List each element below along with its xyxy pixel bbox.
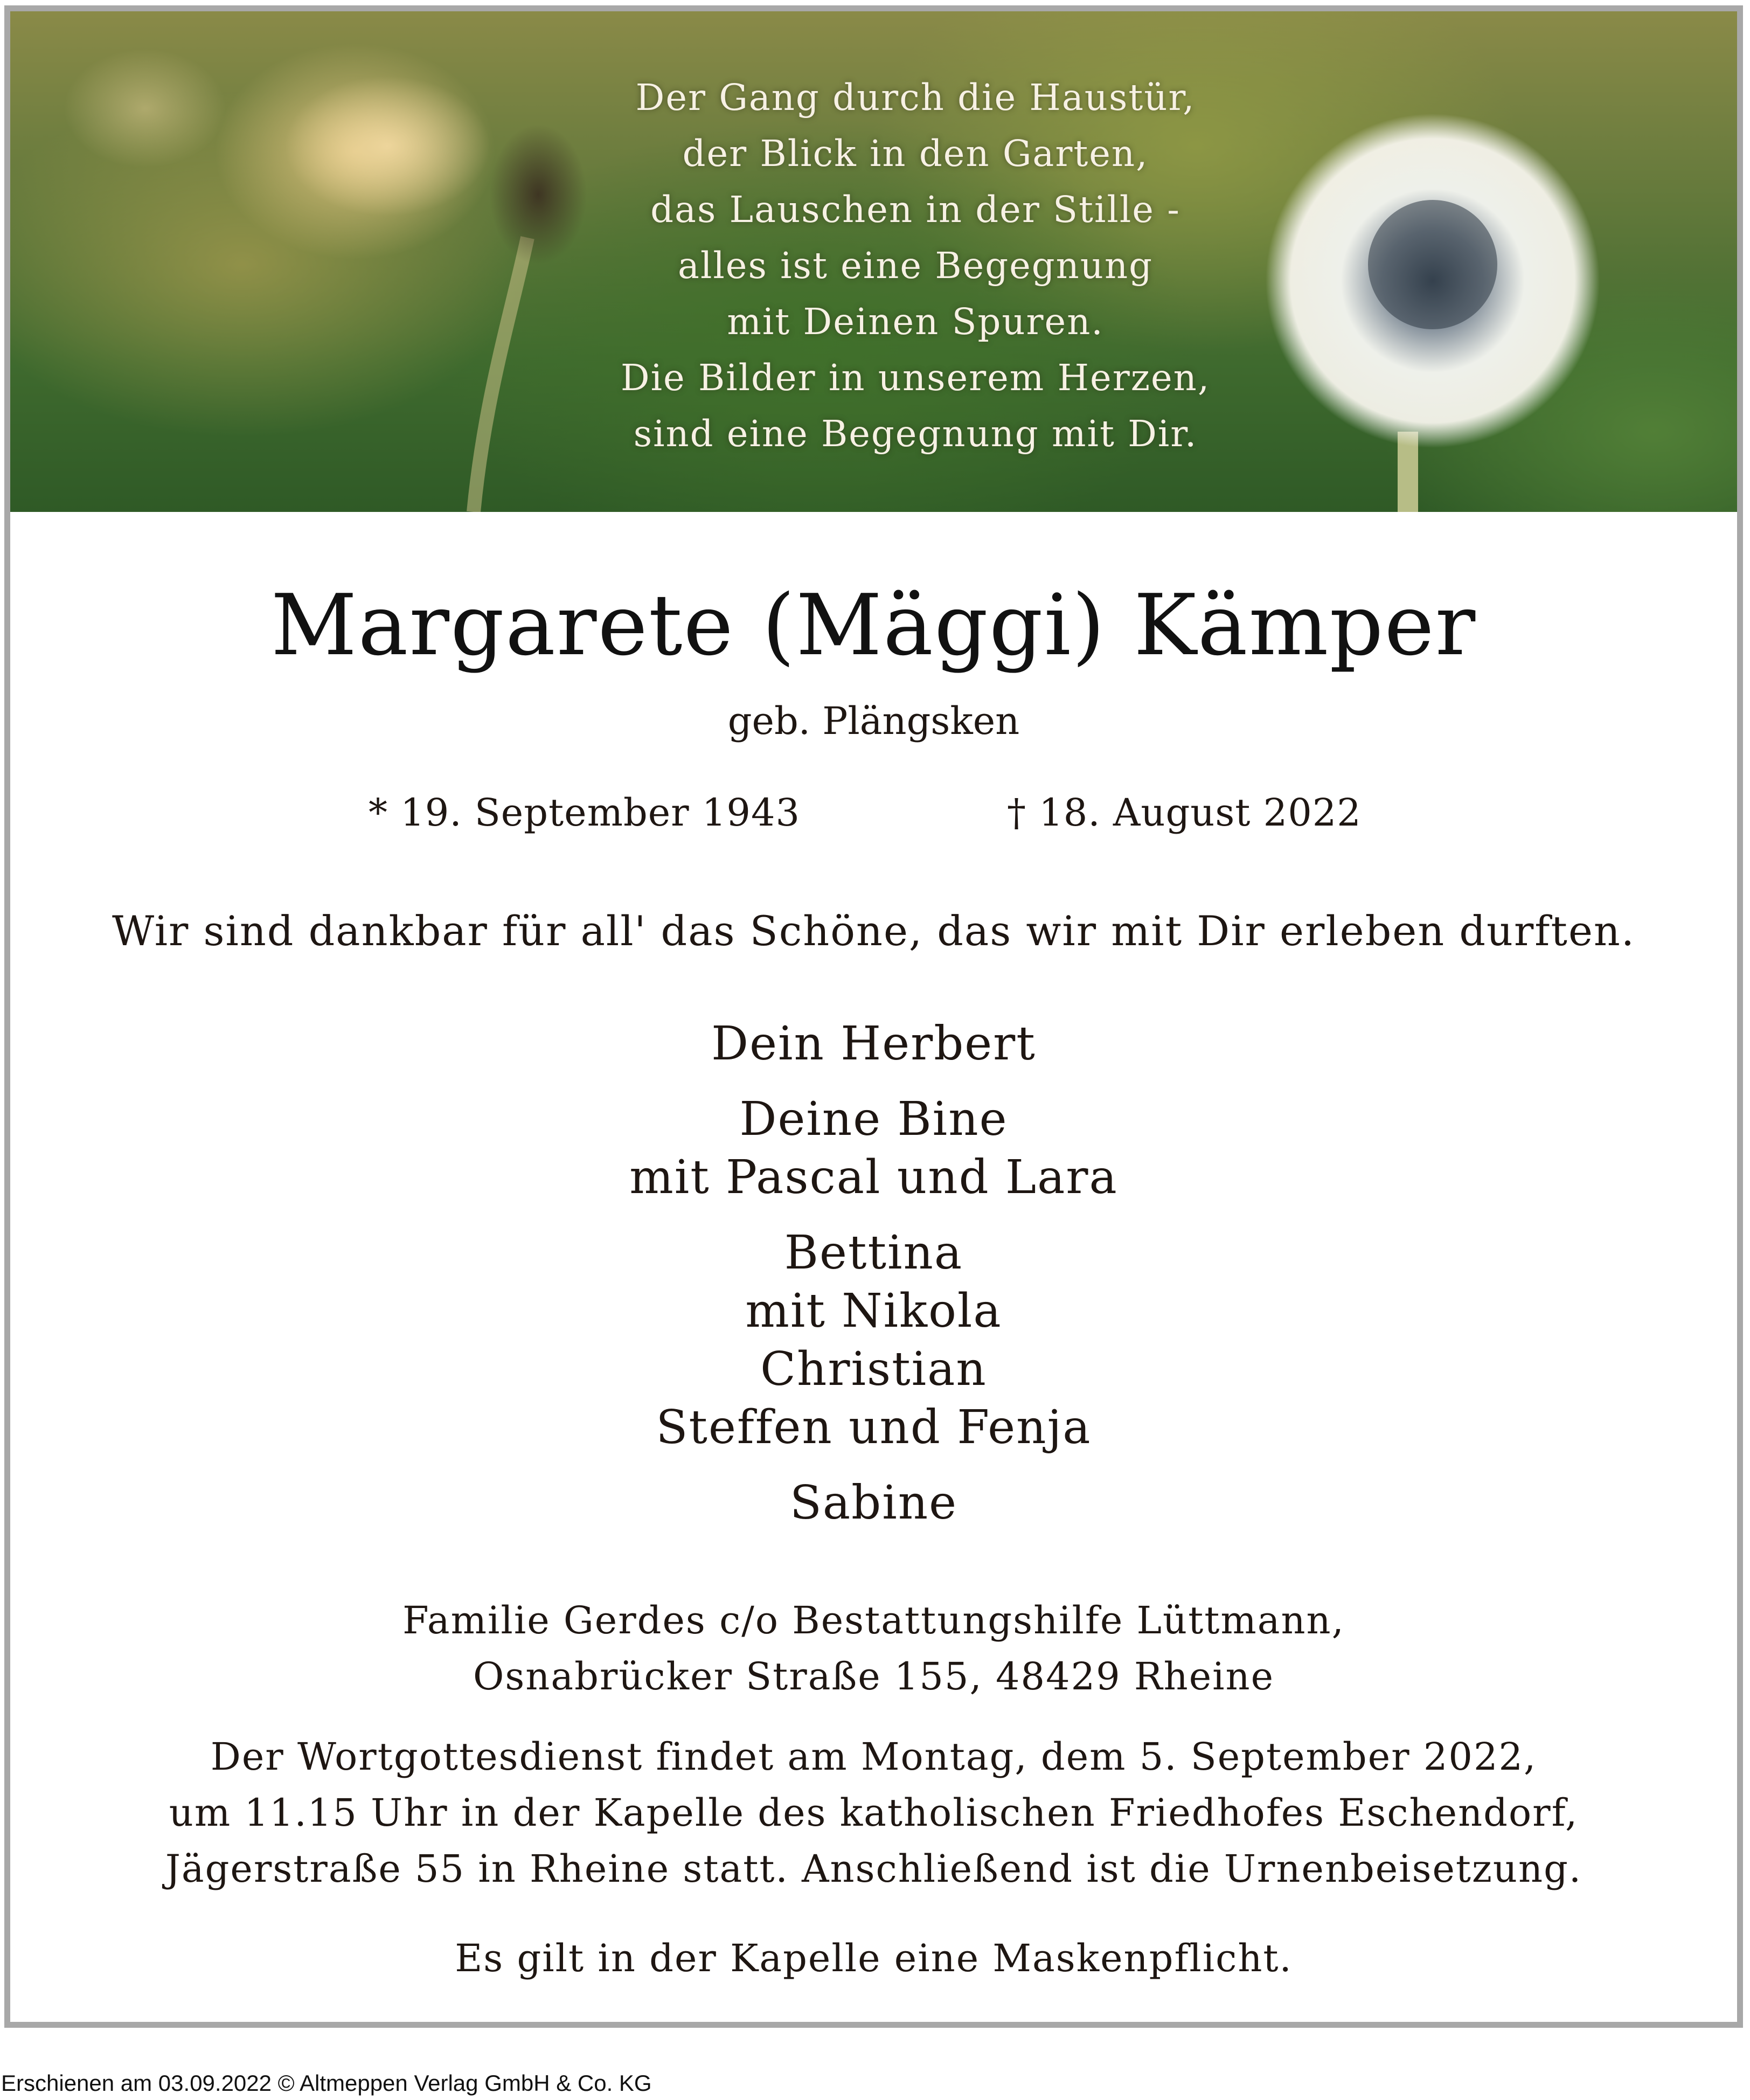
family-member: Bettina bbox=[784, 1226, 963, 1280]
publication-footer: Erschienen am 03.09.2022 © Altmeppen Verlag GmbH & Co. KG bbox=[1, 2070, 652, 2096]
family-group bbox=[10, 1015, 1737, 1073]
dandelion-center bbox=[1368, 200, 1497, 329]
family-group bbox=[10, 1474, 1737, 1532]
family-member: mit Nikola bbox=[745, 1284, 1002, 1338]
service-line: Der Wortgottesdienst findet am Montag, dem 5. September 2022, bbox=[210, 1735, 1537, 1779]
service-info bbox=[10, 1729, 1737, 1897]
thanks-line: Wir sind dankbar für all' das Schöne, das wir mit Dir erleben durften. bbox=[112, 907, 1636, 955]
poem-line: sind eine Begegnung mit Dir. bbox=[633, 413, 1198, 455]
service-line: Jägerstraße 55 in Rheine statt. Anschließend ist die Urnenbeisetzung. bbox=[165, 1847, 1582, 1891]
family-member: Dein Herbert bbox=[711, 1017, 1036, 1071]
condolence-address bbox=[10, 1592, 1737, 1704]
family-group bbox=[10, 1090, 1737, 1207]
bokeh-light bbox=[285, 76, 490, 216]
family-member: Sabine bbox=[789, 1476, 958, 1530]
poem-line: Der Gang durch die Haustür, bbox=[635, 77, 1196, 119]
mask-notice: Es gilt in der Kapelle eine Maskenpflicht. bbox=[455, 1936, 1293, 1980]
deceased-name: Margarete (Mäggi) Kämper bbox=[270, 576, 1477, 674]
address-line: Familie Gerdes c/o Bestattungshilfe Lüttmann, bbox=[402, 1598, 1345, 1642]
poem-line: alles ist eine Begegnung bbox=[678, 245, 1153, 287]
dandelion-photo bbox=[10, 11, 1737, 512]
bokeh-light bbox=[64, 49, 226, 168]
birth-date: * 19. September 1943 bbox=[369, 791, 801, 835]
family-member: mit Pascal und Lara bbox=[629, 1151, 1118, 1204]
address-line: Osnabrücker Straße 155, 48429 Rheine bbox=[473, 1654, 1275, 1699]
family-member: Deine Bine bbox=[739, 1092, 1008, 1146]
poem bbox=[560, 70, 1271, 462]
family-group bbox=[10, 1224, 1737, 1457]
family-member: Christian bbox=[760, 1342, 987, 1396]
poem-line: mit Deinen Spuren. bbox=[727, 301, 1104, 343]
poem-line: der Blick in den Garten, bbox=[682, 133, 1149, 175]
death-date: † 18. August 2022 bbox=[1007, 791, 1362, 835]
family-signatures bbox=[10, 1015, 1737, 1549]
birth-name: geb. Plängsken bbox=[727, 699, 1020, 743]
family-member: Steffen und Fenja bbox=[656, 1401, 1092, 1454]
poem-line: Die Bilder in unserem Herzen, bbox=[620, 357, 1211, 399]
poem-line: das Lauschen in der Stille - bbox=[650, 189, 1180, 231]
service-line: um 11.15 Uhr in der Kapelle des katholischen Friedhofes Eschendorf, bbox=[169, 1791, 1579, 1835]
notice-frame bbox=[4, 5, 1743, 2028]
blurred-stem bbox=[474, 238, 527, 512]
